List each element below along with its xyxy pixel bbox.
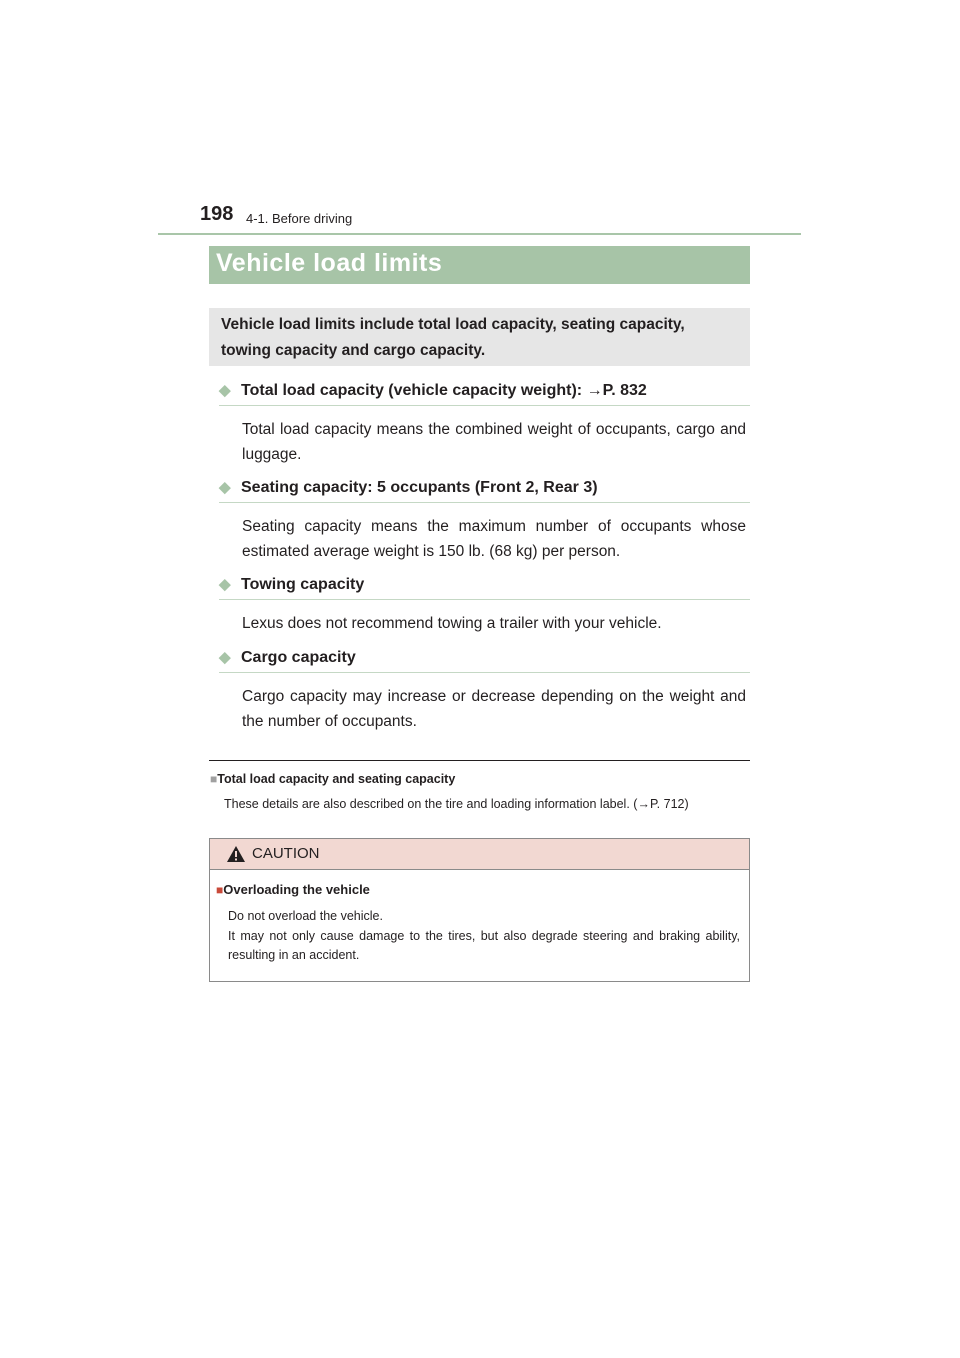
item-body-cargo: Cargo capacity may increase or decrease depending on the weight and the number of occupants. [242, 688, 746, 730]
caution-subheading-text: Overloading the vehicle [223, 882, 370, 897]
square-icon: ■ [216, 883, 224, 897]
item-heading-text: Cargo capacity [241, 649, 356, 666]
caution-line-1: Do not overload the vehicle. [228, 909, 383, 923]
caution-title: CAUTION [252, 845, 320, 862]
caution-box [209, 838, 750, 982]
item-heading-cargo [219, 648, 750, 673]
section-label: 4-1. Before driving [246, 211, 353, 226]
note-body: These details are also described on the tire and loading information label. (→P. 712) [224, 797, 689, 811]
item-heading-seating [219, 478, 750, 503]
diamond-icon: ◆ [219, 649, 231, 666]
item-body-towing: Lexus does not recommend towing a trailer with your vehicle. [242, 615, 662, 632]
page-number: 198 [200, 203, 234, 225]
page-title: Vehicle load limits [216, 249, 443, 277]
caution-header [210, 839, 749, 870]
square-icon: ■ [210, 772, 218, 786]
item-heading-text: Total load capacity (vehicle capacity weight): →P. 832 [241, 382, 647, 399]
note-heading [210, 772, 455, 786]
title-bar [209, 246, 750, 284]
header-rule [158, 233, 801, 235]
item-heading-text: Seating capacity: 5 occupants (Front 2, Rear 3) [241, 479, 598, 496]
note-rule [209, 760, 750, 761]
warning-triangle-icon [226, 845, 246, 863]
caution-text [228, 907, 740, 966]
note-heading-text: Total load capacity and seating capacity [217, 772, 456, 786]
caution-subheading [216, 882, 370, 897]
diamond-icon: ◆ [219, 576, 231, 593]
caution-line-2: It may not only cause damage to the tires, but also degrade steering and braking ability, resulting in an accident. [228, 928, 740, 962]
item-body-total-load: Total load capacity means the combined weight of occupants, cargo and luggage. [242, 421, 746, 463]
item-heading-towing [219, 575, 750, 600]
diamond-icon: ◆ [219, 479, 231, 496]
item-heading-total-load [219, 381, 750, 406]
item-body-seating: Seating capacity means the maximum number of occupants whose estimated average weight is 150 lb. (68 kg) per person. [242, 518, 746, 560]
diamond-icon: ◆ [219, 382, 231, 399]
item-heading-text: Towing capacity [241, 576, 365, 593]
intro-box: Vehicle load limits include total load capacity, seating capacity, towing capacity and cargo capacity. [209, 308, 750, 366]
